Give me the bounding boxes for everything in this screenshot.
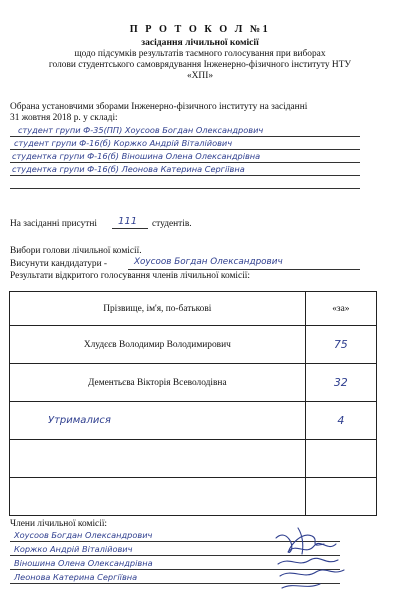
table-header-row	[10, 292, 377, 326]
underline	[10, 136, 360, 137]
signature-scribble	[282, 584, 320, 588]
nominated-value: Хоусоов Богдан Олександрович	[134, 257, 283, 267]
signature-name: Віношина Олена Олександрівна	[14, 558, 153, 568]
underline	[128, 269, 360, 270]
candidate-name: Дементьєва Вікторія Всеволодівна	[10, 364, 306, 402]
underline	[10, 175, 360, 176]
signature-scribble	[278, 558, 338, 564]
commission-member: студентка групи Ф-16(б) Віношина Олена Олександрівна	[12, 151, 261, 161]
document-subtitle: засідання лічильної комісії	[141, 37, 259, 48]
election-heading: Вибори голови лічильної комісії.	[10, 246, 142, 256]
table-row-empty	[10, 440, 377, 478]
underline	[10, 188, 360, 189]
attendance-suffix: студентів.	[152, 219, 192, 229]
commission-member: студент групи Ф-16(б) Коржко Андрій Віталійович	[14, 138, 233, 148]
attendance-label: На засіданні присутні	[10, 219, 97, 229]
results-label: Результати відкритого голосування членів лічильної комісії:	[10, 271, 251, 281]
commission-member: студент групи Ф-35(ПП) Хоусоов Богдан Олександрович	[18, 125, 264, 135]
attendance-count: 111	[118, 216, 138, 227]
document-description-line-2: голови студентського самоврядування Інженерно-фізичного інституту НТУ	[48, 60, 352, 70]
signature-name: Коржко Андрій Віталійович	[14, 544, 133, 554]
table-row	[10, 326, 377, 364]
document-description-line-3: «ХПІ»	[186, 71, 214, 81]
vote-count: 32	[333, 376, 348, 389]
signature-name: Леонова Катерина Сергіївна	[14, 572, 138, 582]
intro-line-1: Обрана установчими зборами Інженерно-фізичного інституту на засіданні	[10, 102, 308, 112]
intro-line-2: 31 жовтня 2018 р. у складі:	[10, 113, 118, 123]
table-row	[10, 402, 377, 440]
commission-member: студентка групи Ф-16(б) Леонова Катерина Сергіївна	[12, 164, 245, 174]
nominated-label: Висунути кандидатури -	[10, 259, 108, 269]
underline	[10, 149, 360, 150]
underline	[112, 228, 148, 229]
signatures-label: Члени лічильної комісії:	[10, 519, 108, 529]
table-row	[10, 364, 377, 402]
signature-scribble	[288, 543, 336, 552]
candidate-name: Хлудєєв Володимир Володимирович	[10, 326, 306, 364]
document-description-line-1: щодо підсумків результатів таємного голосування при виборах	[74, 49, 326, 59]
votes-column-header: «за»	[305, 292, 376, 326]
vote-count: 4	[337, 414, 345, 427]
vote-count: 75	[333, 338, 348, 351]
table-row-empty	[10, 478, 377, 516]
abstained-label: Утрималися	[48, 415, 111, 426]
votes-table	[9, 291, 377, 516]
underline	[10, 162, 360, 163]
name-column-header: Прізвище, ім'я, по-батькові	[10, 292, 306, 326]
signature-scribble	[298, 528, 303, 554]
signature-name: Хоусоов Богдан Олександрович	[14, 530, 153, 540]
document-title: П Р О Т О К О Л №1	[129, 24, 271, 35]
handwritten-signatures	[268, 524, 378, 596]
signature-scribble	[280, 570, 344, 576]
